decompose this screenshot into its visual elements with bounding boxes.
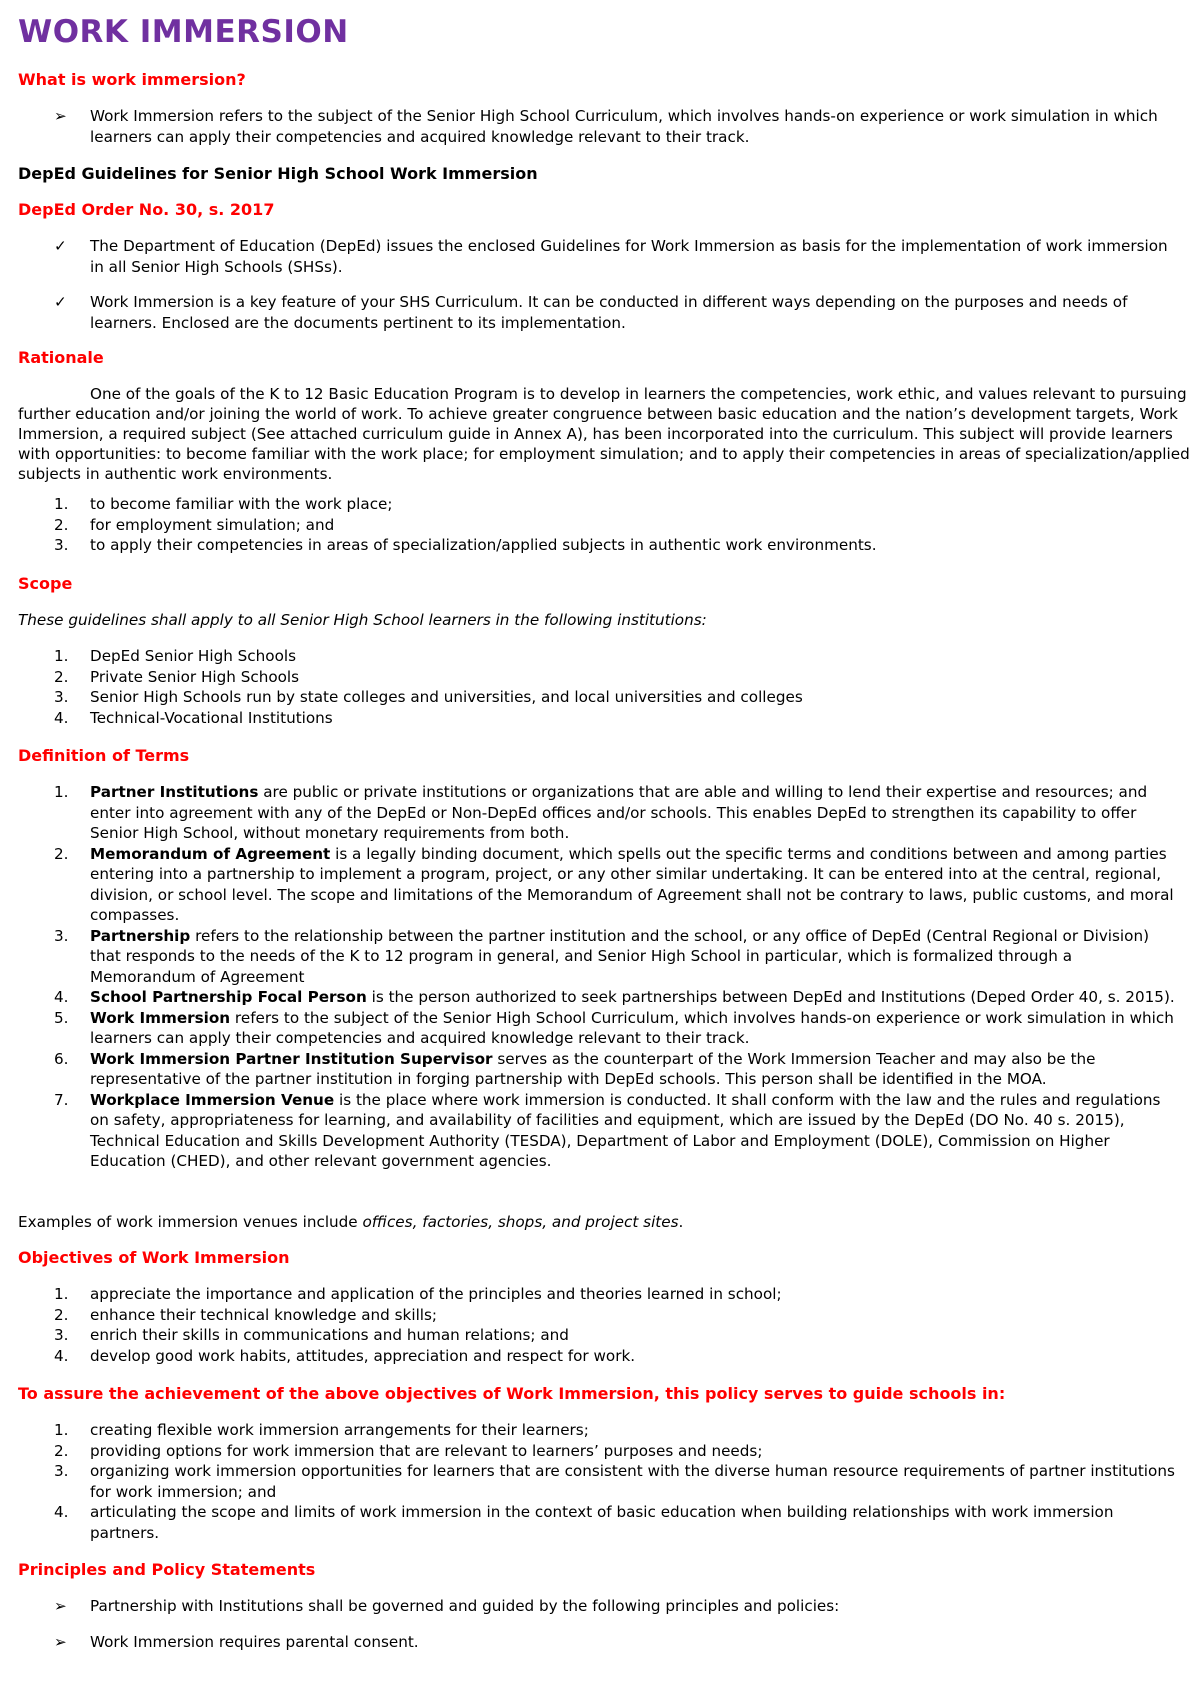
term-label: Memorandum of Agreement <box>90 844 331 863</box>
objectives-heading: Objectives of Work Immersion <box>18 1248 290 1267</box>
scope-heading: Scope <box>18 574 73 593</box>
deped-order-list <box>0 236 1200 348</box>
arrow-bullet-icon: ➢ <box>54 1632 67 1651</box>
rationale-heading: Rationale <box>18 348 104 367</box>
objectives-list <box>0 1284 1200 1366</box>
list-item: ✓ The Department of Education (DepEd) issues the enclosed Guidelines for Work Immersion as basis for the implementation of work immersion in all Senior High Schools (SHSs). <box>54 237 1168 276</box>
list-item: 4. articulating the scope and limits of work immersion in the context of basic education when building relationships with work immersion partners. <box>54 1503 1114 1542</box>
rationale-paragraph: One of the goals of the K to 12 Basic Education Program is to develop in learners the competencies, work ethic, and values relevant to pursuing further education and/or joining the world of work. To achieve greater congruence between basic education and the nation’s development targets, Work Immersion, a required subject (See attached curriculum guide in Annex A), has been incorporated into the curriculum. This subject will provide learners with opportunities: to become familiar with the work place; for employment simulation; and to apply their competencies in areas of specialization/applied subjects in authentic work environments. <box>18 385 1190 483</box>
examples-paragraph: Examples of work immersion venues include offices, factories, shops, and project sites. <box>18 1213 684 1231</box>
term-label: Partnership <box>90 926 191 945</box>
scope-list <box>0 646 1200 728</box>
list-item: ➢ Work Immersion requires parental consent. <box>54 1632 419 1651</box>
page-title: WORK IMMERSION <box>18 14 349 50</box>
list-item: 5. Work Immersion refers to the subject of the Senior High School Curriculum, which involves hands-on experience or work simulation in which learners can apply their competencies and acquired knowledge relevant to their track. <box>54 1008 1174 1047</box>
list-item: 1. creating flexible work immersion arrangements for their learners; <box>54 1421 589 1439</box>
list-item: 1. to become familiar with the work place; <box>54 495 393 513</box>
rationale-list <box>0 494 1200 556</box>
term-label: Partner Institutions <box>90 783 259 801</box>
list-item: 1. DepEd Senior High Schools <box>54 647 297 665</box>
what-is-heading: What is work immersion? <box>18 70 246 89</box>
list-item: 2. Memorandum of Agreement is a legally binding document, which spells out the specific terms and conditions between and among parties entering into a partnership to implement a program, project, or any other similar undertaking. It can be entered into at the central, regional, division, or school level. The scope and limitations of the Memorandum of Agreement shall not be contrary to laws, public customs, and moral compasses. <box>54 844 1174 924</box>
scope-intro: These guidelines shall apply to all Senior High School learners in the following institutions: <box>18 611 707 629</box>
principles-list <box>0 1596 1200 1667</box>
list-item: 4. Technical-Vocational Institutions <box>54 708 333 727</box>
term-label: Work Immersion Partner Institution Supervisor <box>90 1049 493 1068</box>
list-item: 2. providing options for work immersion that are relevant to learners’ purposes and needs; <box>54 1441 763 1460</box>
assure-list <box>0 1420 1200 1543</box>
term-label: School Partnership Focal Person <box>90 988 367 1006</box>
definition-of-terms-heading: Definition of Terms <box>18 746 190 765</box>
list-item: 3. organizing work immersion opportunities for learners that are consistent with the diverse human resource requirements of partner institutions for work immersion; and <box>54 1462 1175 1501</box>
list-item: ➢ Work Immersion refers to the subject of the Senior High School Curriculum, which involves hands-on experience or work simulation in which learners can apply their competencies and acquired knowledge relevant to their track. <box>54 107 1158 146</box>
assure-heading: To assure the achievement of the above objectives of Work Immersion, this policy serves to guide schools in: <box>18 1384 1006 1403</box>
what-is-list <box>0 106 1200 147</box>
list-item: ✓ Work Immersion is a key feature of your SHS Curriculum. It can be conducted in different ways depending on the purposes and needs of learners. Enclosed are the documents pertinent to its implementation. <box>54 293 1128 332</box>
list-item: 7. Workplace Immersion Venue is the place where work immersion is conducted. It shall conform with the law and the rules and regulations on safety, appropriateness for learning, and availability of facilities and equipment, which are issued by the DepEd (DO No. 40 s. 2015), Technical Education and Skills Development Authority (TESDA), Department of Labor and Employment (DOLE), Commission on Higher Education (CHED), and other relevant government agencies. <box>54 1090 1161 1170</box>
guidelines-heading: DepEd Guidelines for Senior High School Work Immersion <box>18 164 538 183</box>
list-item: 2. Private Senior High Schools <box>54 667 300 686</box>
deped-order-heading: DepEd Order No. 30, s. 2017 <box>18 200 275 219</box>
checkmark-icon: ✓ <box>54 237 67 255</box>
arrow-bullet-icon: ➢ <box>54 1597 67 1615</box>
terms-list <box>0 782 1200 1172</box>
checkmark-icon: ✓ <box>54 293 67 311</box>
list-item: 3. Partnership refers to the relationship between the partner institution and the school, or any office of DepEd (Central Regional or Division) that responds to the needs of the K to 12 program in general, and Senior High School in particular, which is formalized through a Memorandum of Agreement <box>54 926 1149 986</box>
term-label: Work Immersion <box>90 1008 231 1027</box>
list-item: 1. appreciate the importance and application of the principles and theories learned in school; <box>54 1285 782 1303</box>
list-item: 4. develop good work habits, attitudes, appreciation and respect for work. <box>54 1346 636 1365</box>
list-item: 2. enhance their technical knowledge and skills; <box>54 1305 438 1324</box>
principles-heading: Principles and Policy Statements <box>18 1560 316 1579</box>
list-item: 6. Work Immersion Partner Institution Supervisor serves as the counterpart of the Work Immersion Teacher and may also be the representative of the partner institution in forging partnership with DepEd schools. This person shall be identified in the MOA. <box>54 1049 1096 1088</box>
term-label: Workplace Immersion Venue <box>90 1090 335 1109</box>
list-item: 4. School Partnership Focal Person is the person authorized to seek partnerships between DepEd and Institutions (Deped Order 40, s. 2015). <box>54 988 1175 1006</box>
list-item: 3. Senior High Schools run by state colleges and universities, and local universities and colleges <box>54 688 803 706</box>
list-item: 3. to apply their competencies in areas of specialization/applied subjects in authentic work environments. <box>54 536 877 554</box>
list-item: 2. for employment simulation; and <box>54 515 335 534</box>
list-item: 3. enrich their skills in communications and human relations; and <box>54 1326 569 1344</box>
list-item: ➢ Partnership with Institutions shall be governed and guided by the following principles and policies: <box>54 1597 840 1615</box>
arrow-bullet-icon: ➢ <box>54 107 67 125</box>
list-item: 1. Partner Institutions are public or private institutions or organizations that are able and willing to lend their expertise and resources; and enter into agreement with any of the DepEd or Non-DepEd offices and/or schools. This enables DepEd to strengthen its capability to offer Senior High School, without monetary requirements from both. <box>54 783 1148 842</box>
